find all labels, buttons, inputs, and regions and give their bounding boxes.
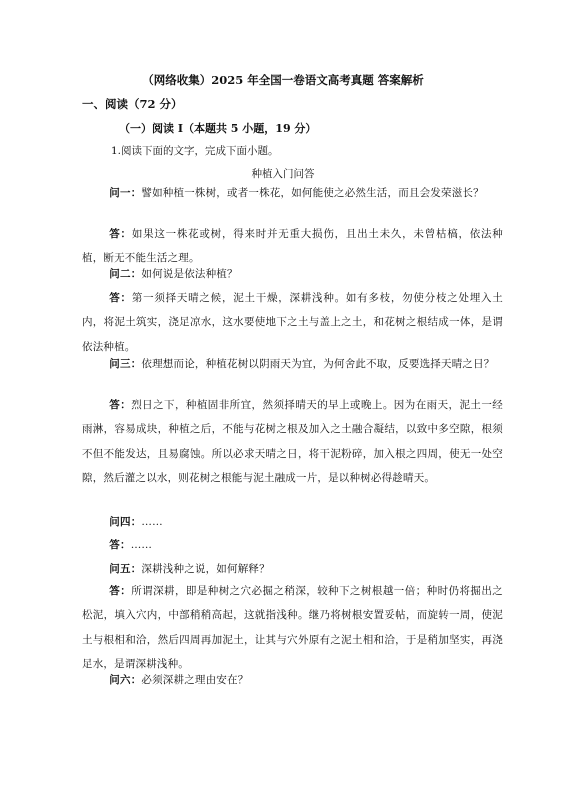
document-title: （网络收集）2025 年全国一卷语文高考真题 答案解析 [142, 73, 424, 87]
paragraph-q5 [82, 557, 503, 581]
paragraph-q2 [82, 262, 503, 286]
paragraph-text: 深耕浅种之说，如何解释？ [141, 563, 270, 575]
paragraph-a4 [82, 533, 503, 557]
question-instruction: 1.阅读下面的文字，完成下面小题。 [111, 145, 279, 157]
section-heading: 一、阅读（72 分） [82, 97, 183, 111]
paragraph-text: 如果这一株花或树，得来时并无重大损伤，且出土未久，未曾枯槁，依法种植，断无不能生活之理。 [82, 228, 503, 265]
paragraph-label: 问五： [109, 563, 142, 575]
paragraph-label: 问四： [109, 516, 142, 528]
paragraph-text: 所谓深耕，即是种树之穴必掘之稍深，较种下之树根越一倍；种时仍将掘出之松泥，填入穴内，中部稍稍高起，这就指浅种。继乃将树根安置妥帖，而旋转一周，使泥土与根相和洽，然后四周再加泥土，让其与穴外原有之泥土相和洽，于是稍加坚实，再浇足水，是谓深耕浅种。 [82, 585, 503, 670]
paragraph-text: 烈日之下，种植固非所宜，然须择晴天的早上或晚上。因为在雨天，泥土一经雨淋，容易成块，种植之后，不能与花树之根及加入之土融合凝结，以致中多空隙，根须不但不能发达，且易腐蚀。所以必求天晴之日，将干泥粉碎，加入根之四周，使无一处空隙，然后灌之以水，则花树之根能与泥土融成一片，是以种树必得趁晴天。 [82, 399, 503, 484]
paragraph-text: 必须深耕之理由安在？ [141, 674, 249, 686]
paragraph-q3 [82, 352, 503, 376]
paragraph-a3 [82, 393, 503, 490]
paragraph-label: 答： [109, 585, 132, 597]
paragraph-label: 答： [109, 399, 132, 411]
paragraph-text: 譬如种植一株树，或者一株花，如何能使之必然生活，而且会发荣滋长？ [141, 187, 484, 199]
paragraph-q1 [82, 181, 503, 205]
paragraph-text: 依理想而论，种植花树以阴雨天为宜，为何舍此不取，反要选择天晴之日？ [141, 358, 495, 370]
paragraph-q4 [82, 510, 503, 534]
paragraph-a2 [82, 286, 503, 359]
paragraph-text: 如何说是依法种植？ [141, 268, 238, 280]
paragraph-label: 问六： [109, 674, 142, 686]
paragraph-text: …… [130, 539, 153, 551]
paragraph-label: 答： [109, 228, 132, 240]
paragraph-label: 问二： [109, 268, 142, 280]
paragraph-a5 [82, 579, 503, 676]
paragraph-label: 问一： [109, 187, 142, 199]
paragraph-text: 第一须择天晴之候，泥土干燥，深耕浅种。如有多枝，勿使分枝之处埋入土内，将泥土筑实，浇足凉水，这水要使地下之土与盖上之土，和花树之根结成一体，是谓依法种植。 [82, 292, 503, 353]
paragraph-label: 答： [109, 539, 131, 551]
subsection-heading: （一）阅读 I（本题共 5 小题，19 分） [119, 122, 317, 135]
paragraph-label: 问三： [109, 358, 142, 370]
passage-title: 种植入门问答 [251, 168, 315, 180]
paragraph-text: …… [141, 516, 163, 528]
paragraph-q6 [82, 668, 503, 692]
paragraph-label: 答： [109, 292, 132, 304]
